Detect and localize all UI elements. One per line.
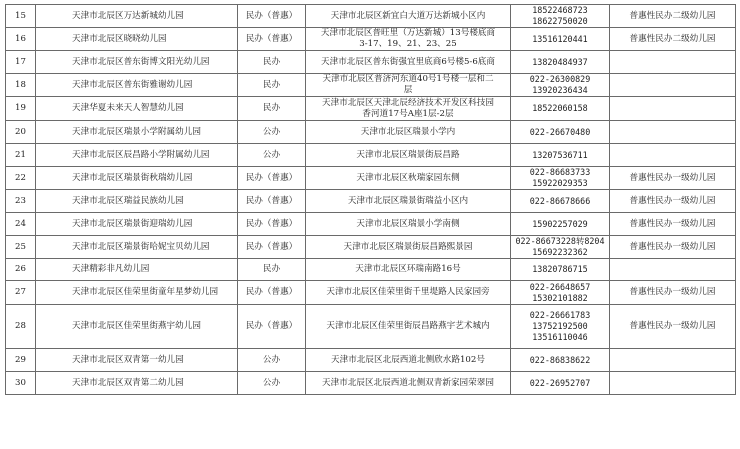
address-cell: 天津市北辰区瑞景小学内 — [306, 121, 511, 144]
table-row — [6, 349, 736, 372]
school-type-cell: 公办 — [238, 121, 306, 144]
phone-cell: 18522468723 18622750020 — [511, 5, 610, 28]
row-number-cell: 20 — [6, 121, 36, 144]
kindergarten-name-cell: 天津精彩非凡幼儿园 — [36, 259, 238, 281]
category-note-cell — [610, 144, 736, 167]
school-type-cell: 民办（普惠） — [238, 190, 306, 213]
row-number-cell: 27 — [6, 281, 36, 305]
category-note-cell: 普惠性民办一级幼儿园 — [610, 213, 736, 236]
kindergarten-name-cell: 天津市北辰区瑞益民族幼儿园 — [36, 190, 238, 213]
address-cell: 天津市北辰区瑞景小学南侧 — [306, 213, 511, 236]
phone-cell: 022-86838622 — [511, 349, 610, 372]
category-note-cell — [610, 372, 736, 395]
table-row — [6, 121, 736, 144]
address-cell: 天津市北辰区天津北辰经济技术开发区科技园 香河道17号A座1层-2层 — [306, 97, 511, 121]
school-type-cell: 公办 — [238, 372, 306, 395]
category-note-cell — [610, 74, 736, 97]
phone-cell: 022-86678666 — [511, 190, 610, 213]
row-number-cell: 30 — [6, 372, 36, 395]
address-cell: 天津市北辰区北辰西道北侧欣水路102号 — [306, 349, 511, 372]
phone-cell: 022-26952707 — [511, 372, 610, 395]
school-type-cell: 民办 — [238, 74, 306, 97]
kindergarten-table — [5, 4, 736, 395]
address-cell: 天津市北辰区北辰西道北侧双青新家园荣翠园 — [306, 372, 511, 395]
school-type-cell: 民办 — [238, 259, 306, 281]
kindergarten-name-cell: 天津市北辰区双青第二幼儿园 — [36, 372, 238, 395]
school-type-cell: 公办 — [238, 349, 306, 372]
school-type-cell: 民办（普惠） — [238, 167, 306, 190]
kindergarten-name-cell: 天津市北辰区普东街雅谢幼儿园 — [36, 74, 238, 97]
address-cell: 天津市北辰区瑞景街辰昌路熙景园 — [306, 236, 511, 259]
kindergarten-name-cell: 天津市北辰区万达新城幼儿园 — [36, 5, 238, 28]
school-type-cell: 民办（普惠） — [238, 236, 306, 259]
phone-cell: 022-86673228转8204 15692232362 — [511, 236, 610, 259]
address-cell: 天津市北辰区新宜白大道万达新城小区内 — [306, 5, 511, 28]
row-number-cell: 23 — [6, 190, 36, 213]
category-note-cell — [610, 259, 736, 281]
category-note-cell: 普惠性民办二级幼儿园 — [610, 28, 736, 51]
school-type-cell: 民办（普惠） — [238, 213, 306, 236]
row-number-cell: 18 — [6, 74, 36, 97]
phone-cell: 022-26670480 — [511, 121, 610, 144]
row-number-cell: 16 — [6, 28, 36, 51]
kindergarten-name-cell: 天津市北辰区瑞景街迎瑞幼儿园 — [36, 213, 238, 236]
category-note-cell — [610, 349, 736, 372]
table-row — [6, 144, 736, 167]
table-row — [6, 236, 736, 259]
school-type-cell: 民办（普惠） — [238, 281, 306, 305]
row-number-cell: 26 — [6, 259, 36, 281]
phone-cell: 022-86683733 15922029353 — [511, 167, 610, 190]
row-number-cell: 15 — [6, 5, 36, 28]
table-row — [6, 213, 736, 236]
row-number-cell: 25 — [6, 236, 36, 259]
category-note-cell — [610, 97, 736, 121]
address-cell: 天津市北辰区普旺里（万达新城）13号楼底商 3-17、19、21、23、25 — [306, 28, 511, 51]
table-row — [6, 28, 736, 51]
row-number-cell: 28 — [6, 305, 36, 349]
kindergarten-name-cell: 天津市北辰区双青第一幼儿园 — [36, 349, 238, 372]
phone-cell: 022-26648657 15302101882 — [511, 281, 610, 305]
school-type-cell: 民办 — [238, 97, 306, 121]
kindergarten-name-cell: 天津市北辰区瑞景街哈妮宝贝幼儿园 — [36, 236, 238, 259]
kindergarten-name-cell: 天津市北辰区佳荣里街燕宇幼儿园 — [36, 305, 238, 349]
kindergarten-name-cell: 天津市北辰区瑞景小学附属幼儿园 — [36, 121, 238, 144]
table-row — [6, 74, 736, 97]
school-type-cell: 民办（普惠） — [238, 5, 306, 28]
category-note-cell: 普惠性民办一级幼儿园 — [610, 190, 736, 213]
phone-cell: 13820786715 — [511, 259, 610, 281]
phone-cell: 15902257029 — [511, 213, 610, 236]
category-note-cell — [610, 121, 736, 144]
table-row — [6, 281, 736, 305]
phone-cell: 13207536711 — [511, 144, 610, 167]
school-type-cell: 民办（普惠） — [238, 305, 306, 349]
category-note-cell — [610, 51, 736, 74]
kindergarten-name-cell: 天津市北辰区瑞景街秋瑞幼儿园 — [36, 167, 238, 190]
address-cell: 天津市北辰区佳荣里街千里堤路人民家园旁 — [306, 281, 511, 305]
phone-cell: 13516120441 — [511, 28, 610, 51]
school-type-cell: 民办（普惠） — [238, 28, 306, 51]
category-note-cell: 普惠性民办二级幼儿园 — [610, 5, 736, 28]
school-type-cell: 民办 — [238, 51, 306, 74]
table-row — [6, 372, 736, 395]
kindergarten-name-cell: 天津华夏未来天人智慧幼儿园 — [36, 97, 238, 121]
table-row — [6, 190, 736, 213]
table-row — [6, 51, 736, 74]
table-row — [6, 259, 736, 281]
row-number-cell: 21 — [6, 144, 36, 167]
row-number-cell: 22 — [6, 167, 36, 190]
category-note-cell: 普惠性民办一级幼儿园 — [610, 236, 736, 259]
kindergarten-name-cell: 天津市北辰区晓晓幼儿园 — [36, 28, 238, 51]
address-cell: 天津市北辰区秋瑞家园东侧 — [306, 167, 511, 190]
table-row — [6, 305, 736, 349]
kindergarten-name-cell: 天津市北辰区佳荣里街童年星梦幼儿园 — [36, 281, 238, 305]
kindergarten-name-cell: 天津市北辰区普东街博文阳光幼儿园 — [36, 51, 238, 74]
school-type-cell: 公办 — [238, 144, 306, 167]
table-row — [6, 167, 736, 190]
category-note-cell: 普惠性民办一级幼儿园 — [610, 305, 736, 349]
row-number-cell: 19 — [6, 97, 36, 121]
phone-cell: 13820484937 — [511, 51, 610, 74]
category-note-cell: 普惠性民办一级幼儿园 — [610, 167, 736, 190]
address-cell: 天津市北辰区佳荣里街辰昌路燕宇艺术城内 — [306, 305, 511, 349]
kindergarten-name-cell: 天津市北辰区辰昌路小学附属幼儿园 — [36, 144, 238, 167]
address-cell: 天津市北辰区瑞景街辰昌路 — [306, 144, 511, 167]
category-note-cell: 普惠性民办一级幼儿园 — [610, 281, 736, 305]
phone-cell: 022-26300829 13920236434 — [511, 74, 610, 97]
phone-cell: 022-26661783 13752192500 13516110046 — [511, 305, 610, 349]
row-number-cell: 24 — [6, 213, 36, 236]
address-cell: 天津市北辰区普东街强宜里底商6号楼5-6底商 — [306, 51, 511, 74]
row-number-cell: 17 — [6, 51, 36, 74]
row-number-cell: 29 — [6, 349, 36, 372]
table-row — [6, 5, 736, 28]
address-cell: 天津市北辰区环瑞南路16号 — [306, 259, 511, 281]
address-cell: 天津市北辰区瑞景街瑞益小区内 — [306, 190, 511, 213]
address-cell: 天津市北辰区普济河东道40号1号楼一层和二 层 — [306, 74, 511, 97]
table-row — [6, 97, 736, 121]
phone-cell: 18522060158 — [511, 97, 610, 121]
